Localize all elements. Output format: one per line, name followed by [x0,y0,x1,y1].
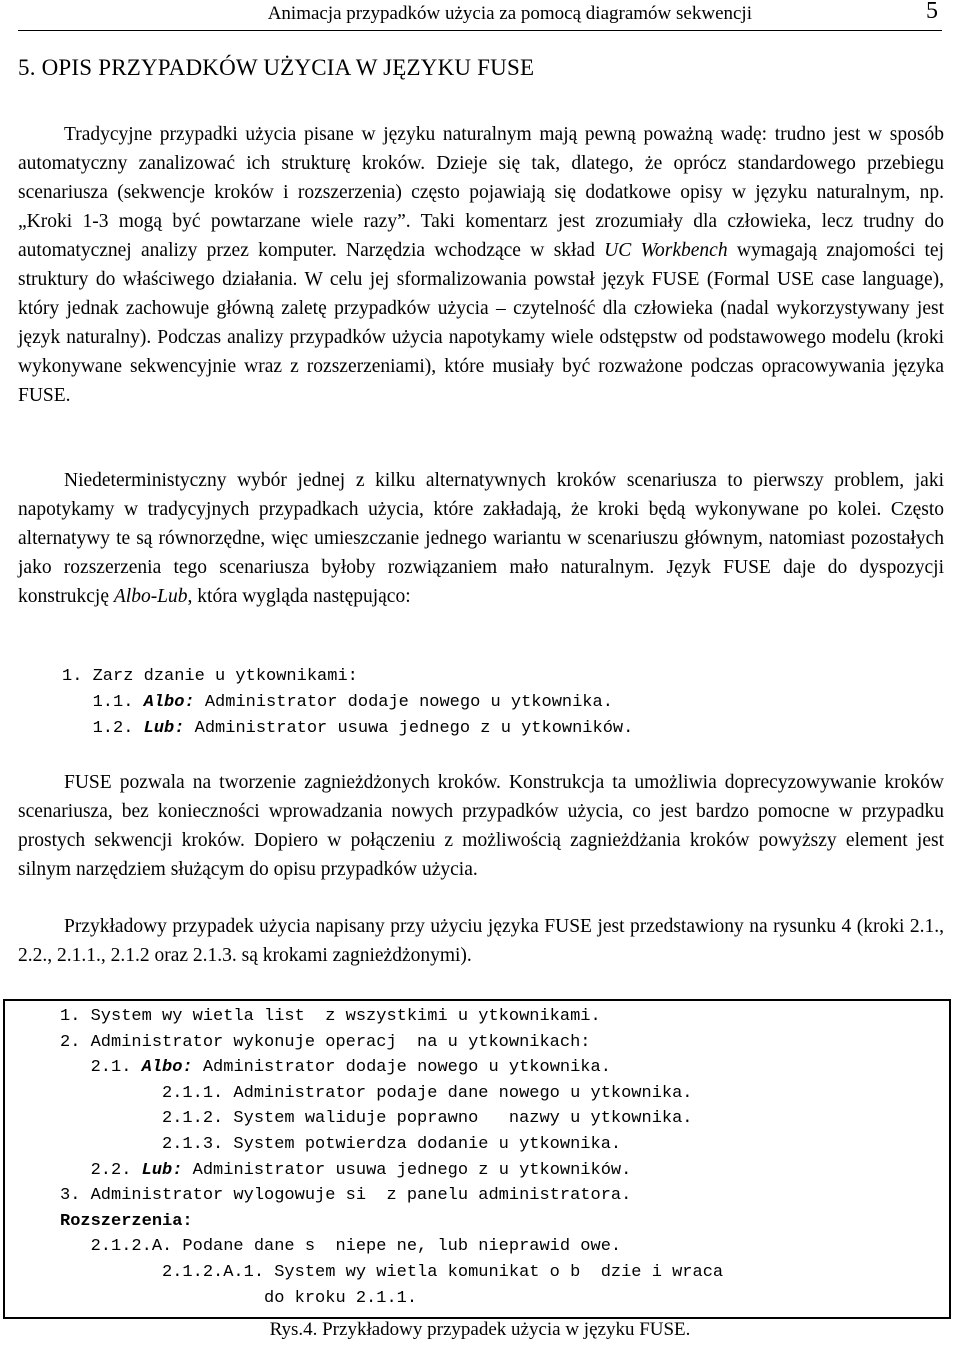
running-title: Animacja przypadków użycia za pomocą diagramów sekwencji [267,3,752,24]
fuse-use-case-listing [60,1004,723,1311]
keyword-lub: Lub: [143,719,185,738]
albo-lub-term: Albo-Lub [113,586,188,607]
paragraph-figure-ref: Przykładowy przypadek użycia napisany przy użyciu języka FUSE jest przedstawiony na rysunku 4 (kroki 2.1., 2.2., 2.1.1., 2.1.2 oraz 2.1.3. są krokami zagnieżdżonymi). [18,916,944,966]
code-text: Administrator usuwa jednego z u ytkowników. [182,1160,632,1180]
code-step-number: 1.1. [62,693,144,712]
figure-caption: Rys.4. Przykładowy przypadek użycia w języku FUSE. [269,1319,691,1340]
paragraph-intro [18,120,944,410]
code-line: 2.1.3. System potwierdza dodanie u ytkownika. [60,1134,622,1154]
paragraph-nondeterminism [18,466,944,611]
page-number: 5 [926,0,938,24]
code-line: 1. System wy wietla list z wszystkimi u ytkownikami. [60,1007,601,1026]
keyword-lub: Lub: [141,1160,183,1180]
code-line: 3. Administrator wylogowuje si z panelu administratora. [60,1186,632,1206]
code-line [62,690,633,716]
code-line [60,1055,723,1081]
code-line: 2.1.2.A. Podane dane s niepe ne, lub nieprawid owe. [60,1237,622,1257]
code-step-number: 2.2. [60,1160,142,1180]
code-text: Administrator dodaje nowego u ytkownika. [192,1058,611,1078]
code-text: Administrator usuwa jednego z u ytkowników. [184,719,634,738]
paragraph-text: , która wygląda następująco: [187,586,411,607]
paragraph-text: Tradycyjne przypadki użycia pisane w języku naturalnym mają pewną poważną wadę: trudno jest w sposób automatyczny zanalizować ich strukturę kroków. Dzieje się tak, dlatego, że oprócz standardowego przebiegu scenariusza (sekwencje kroków i rozszerzenia) często pojawiają się dodatkowe opisy w języku naturalnym, np. „Kroki 1-3 mogą być powtarzane wiele razy”. Taki komentarz jest zrozumiały dla człowieka, lecz trudny do automatycznej analizy przez komputer. Narzędzia wchodzące w skład [18,124,944,261]
paragraph-text: Niedeterministyczny wybór jednej z kilku alternatywnych kroków scenariusza to pierwszy problem, jaki napotykamy w tradycyjnych przypadkach użycia, które zakładają, że kroki będą wykonywane po kolei. Często alternatywy te są równorzędne, więc umieszczanie jednego wariantu w scenariuszu głównym, natomiast pozostałych jako rozszerzenia tego scenariusza byłoby rozwiązaniem mało naturalnym. Język FUSE daje do dyspozycji konstrukcję [18,470,944,607]
code-step-number: 1.2. [62,719,144,738]
code-line: 2.1.1. Administrator podaje dane nowego u ytkownika. [60,1083,693,1103]
keyword-albo: Albo: [143,693,195,712]
section-title: 5. OPIS PRZYPADKÓW UŻYCIA W JĘZYKU FUSE [18,55,535,80]
running-header [18,0,942,31]
code-text: Administrator dodaje nowego u ytkownika. [194,693,613,712]
code-line [62,716,633,742]
albo-lub-example [62,664,633,742]
code-line: 2.1.2.A.1. System wy wietla komunikat o b dzie i wraca [60,1262,724,1282]
code-line: 2. Administrator wykonuje operacj na u ytkownikach: [60,1032,591,1052]
code-line [60,1158,723,1184]
paragraph-nesting: FUSE pozwala na tworzenie zagnieżdżonych kroków. Konstrukcja ta umożliwia doprecyzowywanie kroków scenariusza, bez konieczności wprowadzania nowych przypadków użycia, co jest bardzo pomocne w przypadku prostych sekwencji kroków. Dopiero w połączeniu z możliwością zagnieżdżania kroków powyższy element jest silnym narzędziem służącym do opisu przypadków użycia. [18,772,944,880]
extensions-heading: Rozszerzenia: [60,1211,193,1231]
uc-workbench-term: UC Workbench [604,240,728,261]
code-line: do kroku 2.1.1. [60,1288,418,1308]
keyword-albo: Albo: [141,1058,193,1078]
code-line: 2.1.2. System waliduje poprawno nazwy u ytkownika. [60,1109,693,1129]
code-line: 1. Zarz dzanie u ytkownikami: [62,667,358,686]
code-step-number: 2.1. [60,1058,142,1078]
paragraph-text: wymagają znajomości tej struktury do właściwego działania. W celu jej sformalizowania powstał język FUSE (Formal USE case language), który jednak zachowuje główną zaletę przypadków użycia – czytelność dla człowieka (nadal wykorzystywany jest język naturalny). Podczas analizy przypadków użycia napotykamy wiele odstępstw od podstawowego modelu (kroki wykonywane sekwencyjnie wraz z rozszerzeniami), które musiały być rozważone podczas opracowywania języka FUSE. [18,240,944,406]
